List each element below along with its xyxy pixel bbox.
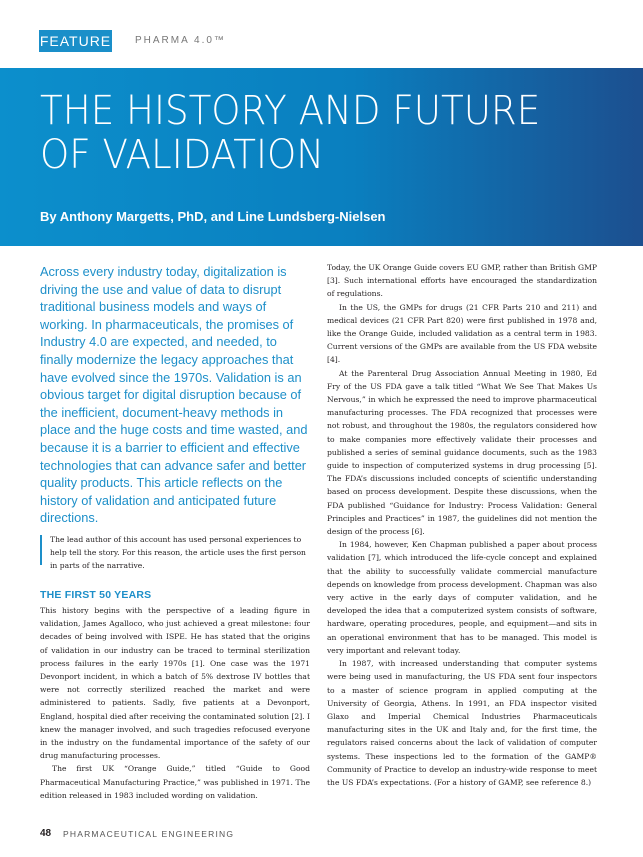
body-paragraph: In 1987, with increased understanding that computer systems were being used in manufacturing, the US FDA sent four inspectors to a master of science program in applied computing at the University of Georgia, Athens. In 1991, an FDA inspector visited Glaxo and Imperial Chemical Industries Pharmaceuticals manufacturing sites in the UK and Italy and, for the first time, the regulators raised concerns about the lack of validation of computer systems. These inspections led to the formation of the GAMP® Community of Practice to develop an industry-wide response to meet the US FDA’s expectations. (For a history of GAMP, see reference 8.) (327, 659, 597, 787)
byline: By Anthony Margetts, PhD, and Line Lundsberg-Nielsen (40, 209, 386, 224)
left-column (40, 604, 310, 802)
body-paragraph: At the Parenteral Drug Association Annual Meeting in 1980, Ed Fry of the US FDA gave a talk titled “What We See That Makes Us Nervous,” in which he expressed the need to improve pharmaceutical manufacturing processes. The FDA recognized that processes were not robust, and throughout the 1980s, the regulators considered how to make companies more effectively validate their processes and published a series of seminal guidance documents, such as the 1983 guide to inspection of computerized systems in drug processing [5]. The FDA’s discussions included concepts of scientific understanding based on process development. Despite these discussions, when the FDA published “Guidance for Industry: Process Validation: General Principles and Practices” in 1987, the guidelines did not mention the design of the process [6]. (327, 368, 597, 537)
section-label: PHARMA 4.0™ (135, 35, 226, 46)
body-paragraph: In the US, the GMPs for drugs (21 CFR Parts 210 and 211) and medical devices (21 CFR Part 820) were first published in 1978 and, like the Orange Guide, included validation as a central term in 1983. Current versions of the GMPs are available from the US FDA website [4]. (327, 302, 597, 365)
article-title (40, 89, 598, 177)
title-line-2: OF VALIDATION (40, 132, 325, 178)
body-paragraph: Today, the UK Orange Guide covers EU GMP, rather than British GMP [3]. Such international efforts have encouraged the standardization of regulations. (327, 263, 597, 299)
section-heading: THE FIRST 50 YEARS (40, 589, 152, 601)
publication-name: PHARMACEUTICAL ENGINEERING (63, 829, 235, 839)
author-note-text: The lead author of this account has used personal experiences to help tell the story. For this reason, the article uses the first person in parts of the narrative. (50, 535, 306, 570)
right-column (327, 261, 597, 789)
lede-paragraph: Across every industry today, digitalization is driving the use and value of data to disrupt traditional business models and ways of working. In pharmaceuticals, the promises of Industry 4.0 are expected, and needed, to finally modernize the legacy approaches that have evolved since the 1970s. Validation is an obvious target for digital disruption because of the inefficient, document-heavy methods in place and the huge costs and time wasted, and because it is a barrier to efficient and effective technologies that can advance safer and better quality products. This article reflects on the history of validation and anticipated future directions. (40, 264, 308, 526)
title-line-1: THE HISTORY AND FUTURE (40, 88, 541, 134)
feature-tag: FEATURE (39, 30, 112, 52)
body-paragraph: The first UK “Orange Guide,” titled “Guide to Good Pharmaceutical Manufacturing Practice,” was published in 1971. The edition released in 1983 included wording on validation. (40, 764, 310, 800)
page-number: 48 (40, 828, 52, 839)
body-paragraph: This history begins with the perspective of a leading figure in validation, James Agalloco, who just achieved a great milestone: four decades of being involved with ISPE. He has stated that the origins of validation in our industry can be traced to terminal sterilization process failures in the early 1970s [1]. One case was the 1971 Devonport incident, in which a batch of 5% dextrose IV bottles that were not correctly sterilized reached the market and were administered to patients. Sadly, five patients at a Devonport, England, hospital died after receiving the contaminated solution [2]. I knew the manager involved, and such tragedies refocused everyone in the industry on the fundamental importance of the safety of our drug manufacturing processes. (40, 606, 310, 761)
body-paragraph: In 1984, however, Ken Chapman published a paper about process validation [7], which introduced the life-cycle concept and explained that the ability to successfully validate commercial manufacture depends on knowledge from process development. Chapman was also very active in the early days of computer validation, and he developed the idea that a computerized system consists of software, hardware, operating procedures, people, and equipment—and sits in an operational environment that has to be managed. This model is very important and relevant today. (327, 540, 597, 655)
author-note (40, 533, 310, 572)
